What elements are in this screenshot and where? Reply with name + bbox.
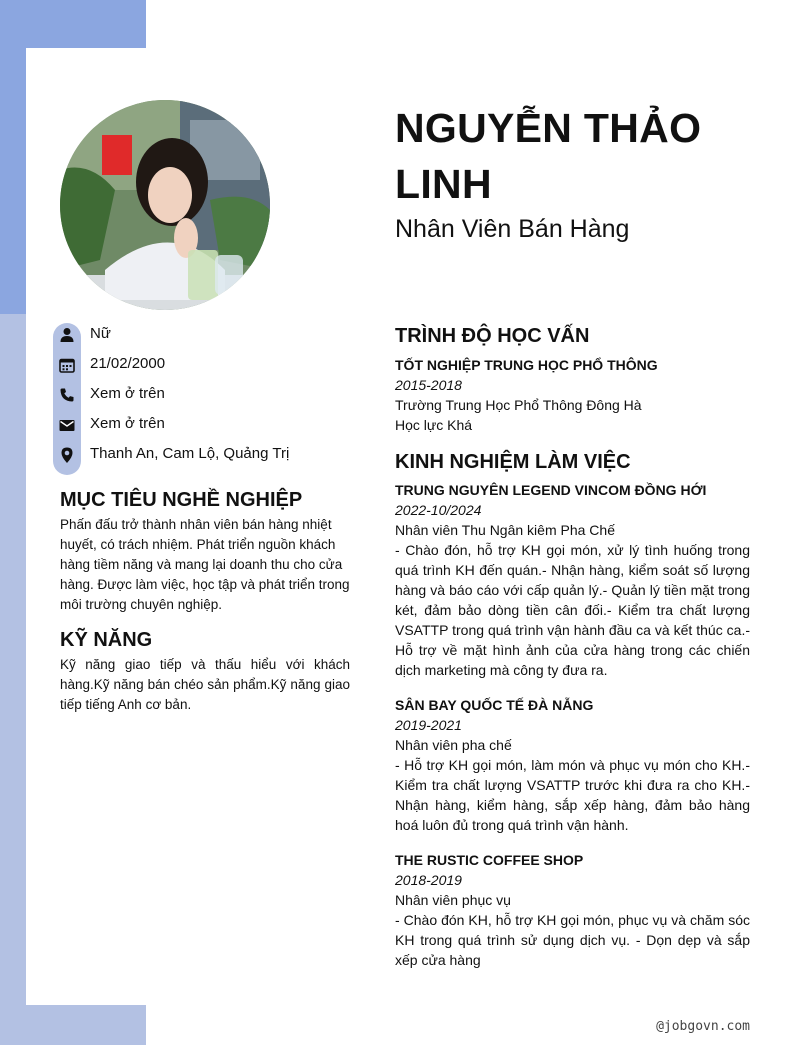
- contact-birthday: [53, 351, 353, 381]
- experience-heading: KINH NGHIỆM LÀM VIỆC: [395, 451, 631, 473]
- job-title: Nhân Viên Bán Hàng: [395, 215, 630, 243]
- experience-position: Nhân viên Thu Ngân kiêm Pha Chế: [395, 522, 615, 538]
- watermark: @jobgovn.com: [656, 1019, 750, 1034]
- experience-description: - Hỗ trợ KH gọi món, làm món và phục vụ món cho KH.- Kiểm tra chất lượng VSATTP trước khi đưa ra cho KH.- Nhận hàng, kiểm hàng, sắp xếp hàng, đảm bảo hàng hoá luôn đủ trong quá trình vận hành.: [395, 757, 750, 833]
- location-pin-icon: [58, 446, 76, 464]
- experience-company: TRUNG NGUYÊN LEGEND VINCOM ĐỒNG HỚI: [395, 482, 707, 498]
- contact-email: [53, 411, 353, 441]
- mail-icon: [58, 416, 76, 434]
- objective-heading: MỤC TIÊU NGHỀ NGHIỆP: [60, 489, 303, 511]
- phone-icon: [58, 386, 76, 404]
- skills-text: Kỹ năng giao tiếp và thấu hiểu với khách hàng.Kỹ năng bán chéo sản phẩm.Kỹ năng giao tiếp tiếng Anh cơ bản.: [60, 657, 350, 712]
- experience-position: Nhân viên pha chế: [395, 737, 512, 753]
- profile-photo: [60, 100, 270, 310]
- contact-text: Xem ở trên: [90, 415, 165, 432]
- education-period: 2015-2018: [395, 377, 462, 393]
- contact-gender: [53, 321, 353, 351]
- experience-company: THE RUSTIC COFFEE SHOP: [395, 852, 584, 868]
- skills-heading: KỸ NĂNG: [60, 629, 153, 651]
- experience-position: Nhân viên phục vụ: [395, 892, 511, 908]
- experience-period: 2018-2019: [395, 872, 462, 888]
- contact-text: Xem ở trên: [90, 385, 165, 402]
- contact-address: [53, 441, 353, 471]
- candidate-name: NGUYỄN THẢO LINH: [395, 105, 702, 207]
- experience-company: SÂN BAY QUỐC TẾ ĐÀ NẴNG: [395, 697, 594, 713]
- education-school: Trường Trung Học Phổ Thông Đông Hà: [395, 397, 642, 413]
- objective-text: Phấn đấu trở thành nhân viên bán hàng nhiệt huyết, có trách nhiệm. Phát triển nguồn khách hàng tiềm năng và mang lại doanh thu cho cửa hàng. Được làm việc, học tập và phát triển trong môi trường chuyên nghiệp.: [60, 517, 350, 612]
- contact-text: Thanh An, Cam Lộ, Quảng Trị: [90, 445, 290, 462]
- contact-text: 21/02/2000: [90, 355, 166, 372]
- contact-phone: [53, 381, 353, 411]
- person-icon: [58, 326, 76, 344]
- experience-description: - Chào đón KH, hỗ trợ KH gọi món, phục vụ và chăm sóc KH trong quá trình sử dụng dịch vụ. - Dọn dẹp và sắp xếp cửa hàng: [395, 912, 750, 968]
- education-heading: TRÌNH ĐỘ HỌC VẤN: [395, 325, 590, 347]
- calendar-icon: [58, 356, 76, 374]
- education-degree: TỐT NGHIỆP TRUNG HỌC PHỔ THÔNG: [395, 357, 658, 373]
- education-grade: Học lực Khá: [395, 417, 473, 433]
- contact-text: Nữ: [90, 325, 111, 342]
- experience-period: 2022-10/2024: [395, 502, 482, 518]
- experience-description: - Chào đón, hỗ trợ KH gọi món, xử lý tình huống trong quá trình KH đến quán.- Nhận hàng, kiểm soát số lượng hàng và báo cáo với cấp quản lý.- Quản lý tiền mặt trong két, đảm bảo dòng tiền cân đối.- Kiểm tra chất lượng VSATTP trong quá trình vận hành đầu ca và kết thúc ca.- Hỗ trợ về mặt hình ảnh của cửa hàng trong các chiến dịch marketing mà công ty đưa ra.: [395, 542, 750, 678]
- experience-period: 2019-2021: [395, 717, 462, 733]
